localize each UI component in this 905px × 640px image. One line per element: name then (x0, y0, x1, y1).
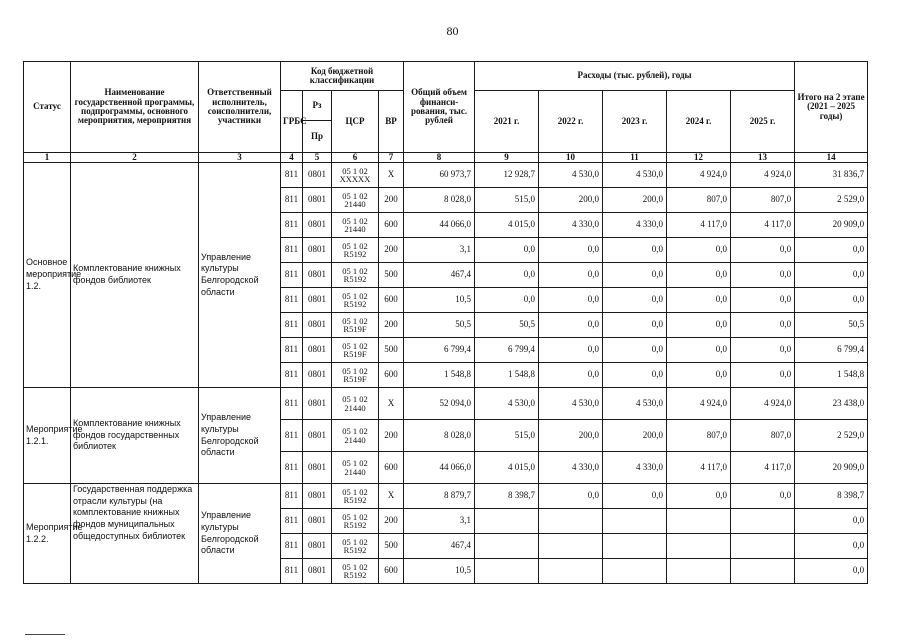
status-cell: Мероприятие 1.2.2. (24, 484, 71, 584)
year-2021-cell: 4 015,0 (475, 213, 539, 238)
grbs-cell: 811 (281, 213, 303, 238)
csr-direction-code: R5192 (343, 545, 367, 555)
itogo-cell: 0,0 (795, 263, 868, 288)
year-2022-cell (539, 534, 603, 559)
col-number: 8 (404, 153, 475, 163)
itogo-cell: 20 909,0 (795, 213, 868, 238)
table-row (24, 484, 868, 509)
year-2023-cell: 0,0 (603, 363, 667, 388)
rzpr-cell: 0801 (303, 313, 332, 338)
csr-program-code: 05 1 02 (342, 190, 368, 201)
year-2025-cell: 0,0 (731, 484, 795, 509)
header-vr: ВР (379, 91, 404, 153)
year-2023-cell (603, 559, 667, 584)
year-2024-cell: 4 117,0 (667, 452, 731, 484)
vr-cell: 200 (379, 238, 404, 263)
grbs-cell: 811 (281, 338, 303, 363)
csr-cell (332, 163, 379, 188)
vr-cell: 600 (379, 452, 404, 484)
grbs-cell: 811 (281, 452, 303, 484)
year-2024-cell: 807,0 (667, 420, 731, 452)
itogo-cell: 8 398,7 (795, 484, 868, 509)
year-2022-cell: 4 330,0 (539, 452, 603, 484)
csr-direction-code: 21440 (344, 466, 366, 477)
year-2023-cell: 4 330,0 (603, 452, 667, 484)
year-2024-cell: 0,0 (667, 288, 731, 313)
rzpr-cell: 0801 (303, 188, 332, 213)
header-year-2025: 2025 г. (731, 91, 795, 153)
year-2025-cell: 4 117,0 (731, 213, 795, 238)
year-2023-cell: 0,0 (603, 263, 667, 288)
csr-cell (332, 263, 379, 288)
year-2021-cell: 6 799,4 (475, 338, 539, 363)
year-2021-cell: 515,0 (475, 188, 539, 213)
grbs-cell: 811 (281, 509, 303, 534)
csr-program-code: 05 1 02 (342, 315, 368, 326)
year-2022-cell: 200,0 (539, 188, 603, 213)
vr-cell: 200 (379, 420, 404, 452)
vr-cell: 200 (379, 509, 404, 534)
year-2025-cell (731, 559, 795, 584)
total-cell: 50,5 (404, 313, 475, 338)
csr-cell (332, 559, 379, 584)
grbs-cell: 811 (281, 238, 303, 263)
header-itogo: Итого на 2 этапе (2021 – 2025 годы) (795, 62, 868, 153)
total-cell: 6 799,4 (404, 338, 475, 363)
name-cell: Государственная поддержка отрасли культуры (на комплектование книжных фондов муниципальных общедоступных библиотек (71, 484, 199, 584)
year-2024-cell: 0,0 (667, 238, 731, 263)
year-2024-cell: 4 117,0 (667, 213, 731, 238)
csr-cell (332, 452, 379, 484)
year-2024-cell: 0,0 (667, 263, 731, 288)
table-body (24, 163, 868, 584)
total-cell: 8 028,0 (404, 188, 475, 213)
itogo-cell: 0,0 (795, 238, 868, 263)
responsible-cell: Управление культуры Белгородской области (199, 163, 281, 388)
year-2022-cell: 4 530,0 (539, 163, 603, 188)
year-2025-cell: 807,0 (731, 188, 795, 213)
itogo-cell: 1 548,8 (795, 363, 868, 388)
year-2021-cell: 0,0 (475, 238, 539, 263)
year-2025-cell: 0,0 (731, 363, 795, 388)
vr-cell: 600 (379, 213, 404, 238)
footer-rule (25, 634, 65, 635)
col-number: 11 (603, 153, 667, 163)
header-grbs: ГРБС (281, 91, 303, 153)
col-number: 10 (539, 153, 603, 163)
itogo-cell: 50,5 (795, 313, 868, 338)
year-2025-cell (731, 509, 795, 534)
year-2023-cell: 0,0 (603, 238, 667, 263)
year-2024-cell: 4 924,0 (667, 163, 731, 188)
itogo-cell: 6 799,4 (795, 338, 868, 363)
csr-cell (332, 420, 379, 452)
name-cell: Комплектование книжных фондов библиотек (71, 163, 199, 388)
total-cell: 467,4 (404, 534, 475, 559)
header-total-financing: Общий объем финанси-рования, тыс. рублей (404, 62, 475, 153)
grbs-cell: 811 (281, 288, 303, 313)
total-cell: 8 028,0 (404, 420, 475, 452)
year-2023-cell: 200,0 (603, 188, 667, 213)
csr-cell (332, 188, 379, 213)
year-2023-cell: 0,0 (603, 288, 667, 313)
year-2021-cell (475, 509, 539, 534)
column-number-row (24, 153, 868, 163)
rzpr-cell: 0801 (303, 263, 332, 288)
itogo-cell: 23 438,0 (795, 388, 868, 420)
header-rz: Рз (303, 91, 332, 121)
status-cell: Мероприятие 1.2.1. (24, 388, 71, 484)
rzpr-cell: 0801 (303, 388, 332, 420)
col-number: 1 (24, 153, 71, 163)
year-2022-cell: 4 530,0 (539, 388, 603, 420)
year-2021-cell: 4 530,0 (475, 388, 539, 420)
header-pr: Пр (303, 121, 332, 153)
year-2023-cell: 0,0 (603, 484, 667, 509)
csr-cell (332, 484, 379, 509)
col-number: 4 (281, 153, 303, 163)
year-2021-cell: 8 398,7 (475, 484, 539, 509)
csr-program-code: 05 1 02 (342, 486, 368, 497)
total-cell: 10,5 (404, 559, 475, 584)
year-2025-cell: 0,0 (731, 313, 795, 338)
col-number: 6 (332, 153, 379, 163)
responsible-cell: Управление культуры Белгородской области (199, 484, 281, 584)
vr-cell: Х (379, 388, 404, 420)
itogo-cell: 31 836,7 (795, 163, 868, 188)
csr-program-code: 05 1 02 (342, 340, 368, 351)
csr-direction-code: ХХХХХ (339, 174, 371, 184)
csr-program-code: 05 1 02 (342, 265, 368, 276)
table-row (24, 388, 868, 420)
year-2024-cell: 0,0 (667, 484, 731, 509)
year-2022-cell: 0,0 (539, 288, 603, 313)
rzpr-cell: 0801 (303, 288, 332, 313)
col-number: 14 (795, 153, 868, 163)
header-year-2024: 2024 г. (667, 91, 731, 153)
year-2023-cell (603, 534, 667, 559)
header-status: Статус (24, 62, 71, 153)
vr-cell: Х (379, 163, 404, 188)
rzpr-cell: 0801 (303, 420, 332, 452)
year-2025-cell: 0,0 (731, 263, 795, 288)
csr-program-code: 05 1 02 (342, 561, 368, 572)
total-cell: 3,1 (404, 509, 475, 534)
itogo-cell: 0,0 (795, 509, 868, 534)
itogo-cell: 20 909,0 (795, 452, 868, 484)
csr-direction-code: R5192 (343, 274, 367, 284)
csr-cell (332, 213, 379, 238)
csr-direction-code: R5192 (343, 495, 367, 505)
header-csr: ЦСР (332, 91, 379, 153)
csr-program-code: 05 1 02 (342, 365, 368, 376)
year-2021-cell: 515,0 (475, 420, 539, 452)
year-2024-cell (667, 559, 731, 584)
table-header (24, 62, 868, 163)
year-2025-cell: 0,0 (731, 238, 795, 263)
page-number: 80 (446, 24, 459, 38)
rzpr-cell: 0801 (303, 452, 332, 484)
csr-direction-code: 21440 (344, 434, 366, 445)
csr-direction-code: R519F (343, 374, 367, 384)
year-2021-cell: 0,0 (475, 288, 539, 313)
year-2021-cell (475, 534, 539, 559)
year-2022-cell (539, 559, 603, 584)
csr-direction-code: 21440 (344, 224, 366, 234)
year-2023-cell: 4 330,0 (603, 213, 667, 238)
year-2024-cell (667, 509, 731, 534)
year-2025-cell: 4 924,0 (731, 388, 795, 420)
rzpr-cell: 0801 (303, 238, 332, 263)
year-2023-cell (603, 509, 667, 534)
csr-cell (332, 388, 379, 420)
col-number: 3 (199, 153, 281, 163)
header-year-2022: 2022 г. (539, 91, 603, 153)
total-cell: 467,4 (404, 263, 475, 288)
budget-table (23, 61, 868, 584)
itogo-cell: 2 529,0 (795, 188, 868, 213)
year-2024-cell (667, 534, 731, 559)
header-expenses: Расходы (тыс. рублей), годы (475, 62, 795, 91)
csr-program-code: 05 1 02 (342, 458, 368, 468)
itogo-cell: 0,0 (795, 534, 868, 559)
year-2022-cell: 0,0 (539, 263, 603, 288)
year-2024-cell: 0,0 (667, 363, 731, 388)
csr-cell (332, 313, 379, 338)
grbs-cell: 811 (281, 163, 303, 188)
year-2023-cell: 4 530,0 (603, 163, 667, 188)
grbs-cell: 811 (281, 188, 303, 213)
header-name: Наименование государственной программы, подпрограммы, основного мероприятия, мероприятия (71, 62, 199, 153)
csr-cell (332, 509, 379, 534)
total-cell: 60 973,7 (404, 163, 475, 188)
csr-program-code: 05 1 02 (342, 394, 368, 404)
rzpr-cell: 0801 (303, 213, 332, 238)
header-responsible: Ответственный исполнитель, соисполнители, участники (199, 62, 281, 153)
vr-cell: 600 (379, 363, 404, 388)
year-2025-cell: 0,0 (731, 338, 795, 363)
csr-program-code: 05 1 02 (342, 426, 368, 436)
rzpr-cell: 0801 (303, 338, 332, 363)
csr-program-code: 05 1 02 (342, 511, 368, 522)
csr-program-code: 05 1 02 (342, 215, 368, 226)
csr-direction-code: R5192 (343, 520, 367, 530)
year-2023-cell: 4 530,0 (603, 388, 667, 420)
rzpr-cell: 0801 (303, 559, 332, 584)
csr-program-code: 05 1 02 (342, 536, 368, 547)
year-2024-cell: 0,0 (667, 338, 731, 363)
responsible-cell: Управление культуры Белгородской области (199, 388, 281, 484)
year-2025-cell (731, 534, 795, 559)
col-number: 5 (303, 153, 332, 163)
total-cell: 44 066,0 (404, 213, 475, 238)
status-cell: Основное мероприятие 1.2. (24, 163, 71, 388)
csr-cell (332, 363, 379, 388)
year-2022-cell: 0,0 (539, 238, 603, 263)
year-2021-cell: 50,5 (475, 313, 539, 338)
header-budget-code: Код бюджетной классификации (281, 62, 404, 91)
year-2024-cell: 4 924,0 (667, 388, 731, 420)
grbs-cell: 811 (281, 534, 303, 559)
year-2024-cell: 0,0 (667, 313, 731, 338)
csr-direction-code: R519F (343, 324, 367, 334)
grbs-cell: 811 (281, 559, 303, 584)
total-cell: 8 879,7 (404, 484, 475, 509)
rzpr-cell: 0801 (303, 534, 332, 559)
rzpr-cell: 0801 (303, 163, 332, 188)
rzpr-cell: 0801 (303, 509, 332, 534)
csr-cell (332, 238, 379, 263)
col-number: 7 (379, 153, 404, 163)
year-2022-cell: 0,0 (539, 338, 603, 363)
grbs-cell: 811 (281, 388, 303, 420)
year-2022-cell (539, 509, 603, 534)
vr-cell: 600 (379, 288, 404, 313)
csr-direction-code: R5192 (343, 299, 367, 309)
total-cell: 3,1 (404, 238, 475, 263)
csr-cell (332, 534, 379, 559)
grbs-cell: 811 (281, 263, 303, 288)
rzpr-cell: 0801 (303, 363, 332, 388)
col-number: 9 (475, 153, 539, 163)
header-year-2021: 2021 г. (475, 91, 539, 153)
name-cell: Комплектование книжных фондов государственных библиотек (71, 388, 199, 484)
csr-cell (332, 338, 379, 363)
year-2025-cell: 4 117,0 (731, 452, 795, 484)
total-cell: 52 094,0 (404, 388, 475, 420)
vr-cell: Х (379, 484, 404, 509)
year-2022-cell: 0,0 (539, 484, 603, 509)
csr-direction-code: R5192 (343, 570, 367, 580)
header-year-2023: 2023 г. (603, 91, 667, 153)
year-2023-cell: 0,0 (603, 338, 667, 363)
year-2025-cell: 4 924,0 (731, 163, 795, 188)
year-2024-cell: 807,0 (667, 188, 731, 213)
year-2022-cell: 0,0 (539, 313, 603, 338)
year-2021-cell: 1 548,8 (475, 363, 539, 388)
year-2023-cell: 0,0 (603, 313, 667, 338)
csr-direction-code: 21440 (344, 402, 366, 413)
year-2025-cell: 0,0 (731, 288, 795, 313)
year-2021-cell (475, 559, 539, 584)
itogo-cell: 0,0 (795, 559, 868, 584)
vr-cell: 200 (379, 313, 404, 338)
itogo-cell: 2 529,0 (795, 420, 868, 452)
year-2023-cell: 200,0 (603, 420, 667, 452)
vr-cell: 500 (379, 534, 404, 559)
year-2021-cell: 0,0 (475, 263, 539, 288)
grbs-cell: 811 (281, 363, 303, 388)
csr-direction-code: R5192 (343, 249, 367, 259)
total-cell: 1 548,8 (404, 363, 475, 388)
csr-program-code: 05 1 02 (342, 165, 368, 176)
csr-cell (332, 288, 379, 313)
rzpr-cell: 0801 (303, 484, 332, 509)
total-cell: 10,5 (404, 288, 475, 313)
year-2025-cell: 807,0 (731, 420, 795, 452)
year-2021-cell: 4 015,0 (475, 452, 539, 484)
vr-cell: 600 (379, 559, 404, 584)
vr-cell: 500 (379, 263, 404, 288)
vr-cell: 200 (379, 188, 404, 213)
grbs-cell: 811 (281, 420, 303, 452)
col-number: 13 (731, 153, 795, 163)
csr-program-code: 05 1 02 (342, 240, 368, 251)
csr-direction-code: R519F (343, 349, 367, 359)
csr-program-code: 05 1 02 (342, 290, 368, 301)
grbs-cell: 811 (281, 313, 303, 338)
table-row (24, 163, 868, 188)
year-2022-cell: 0,0 (539, 363, 603, 388)
vr-cell: 500 (379, 338, 404, 363)
total-cell: 44 066,0 (404, 452, 475, 484)
grbs-cell: 811 (281, 484, 303, 509)
col-number: 12 (667, 153, 731, 163)
col-number: 2 (71, 153, 199, 163)
year-2022-cell: 4 330,0 (539, 213, 603, 238)
year-2022-cell: 200,0 (539, 420, 603, 452)
itogo-cell: 0,0 (795, 288, 868, 313)
csr-direction-code: 21440 (344, 199, 366, 209)
year-2021-cell: 12 928,7 (475, 163, 539, 188)
